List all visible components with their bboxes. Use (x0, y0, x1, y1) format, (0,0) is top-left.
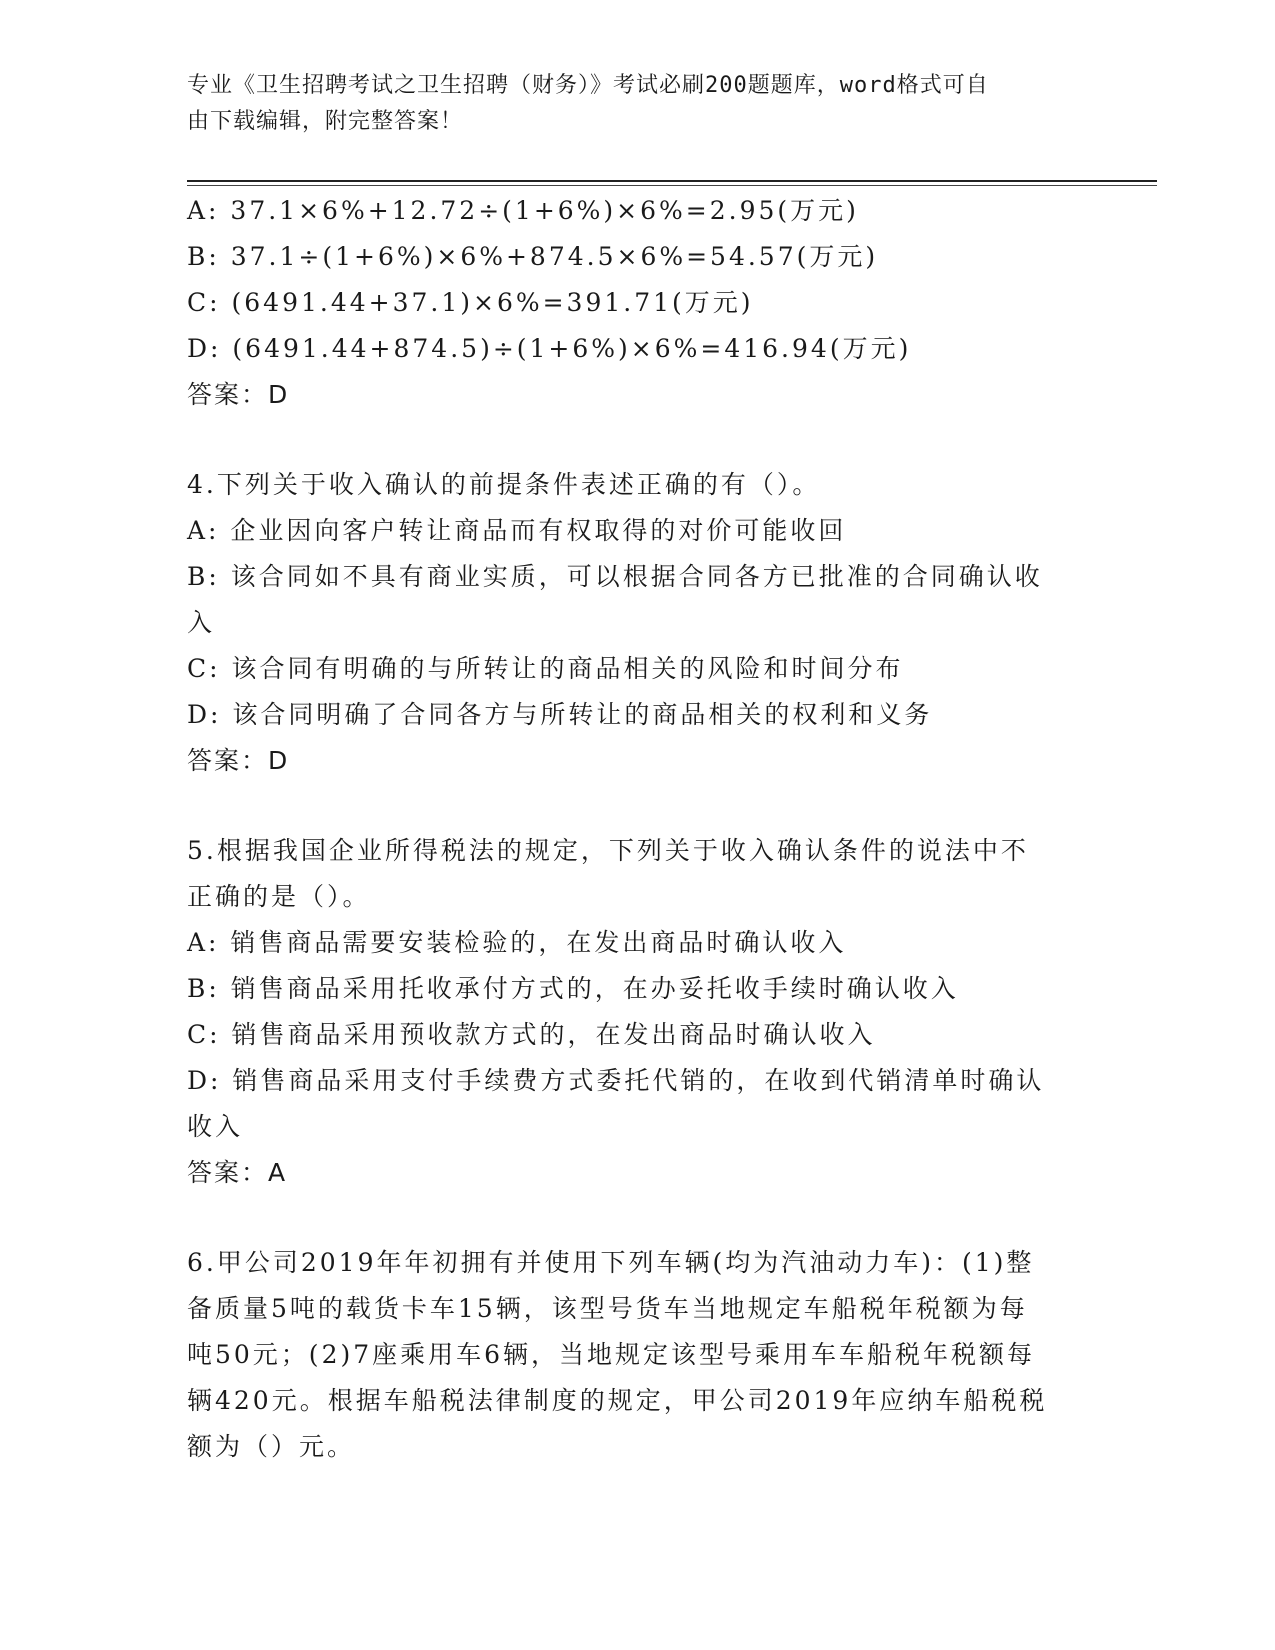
header-line-2: 由下载编辑，附完整答案！ (187, 109, 464, 134)
document-content (187, 188, 1087, 1470)
question-6-block (187, 1240, 1087, 1470)
question-5-block (187, 828, 1087, 1196)
document-header (187, 68, 1067, 140)
q4-question: 4.下列关于收入确认的前提条件表述正确的有（）。 (187, 470, 821, 499)
document-page (187, 68, 1162, 1470)
q4-option-b-line-2: 入 (187, 608, 216, 637)
q5-option-b: B: 销售商品采用托收承付方式的，在办妥托收手续时确认收入 (187, 974, 959, 1003)
q5-option-d-line-1: D: 销售商品采用支付手续费方式委托代销的，在收到代销清单时确认 (187, 1066, 1045, 1095)
question-3-block (187, 188, 1087, 418)
q6-question-line-4: 辆420元。根据车船税法律制度的规定，甲公司2019年应纳车船税税 (187, 1386, 1048, 1415)
q3-option-a: A: 37.1×6%+12.72÷(1+6%)×6%=2.95(万元) (187, 196, 859, 225)
q3-answer: 答案：D (187, 380, 290, 409)
q3-option-c: C: (6491.44+37.1)×6%=391.71(万元) (187, 288, 754, 317)
header-rule-thin (187, 185, 1157, 186)
header-line-1: 专业《卫生招聘考试之卫生招聘（财务）》考试必刷200题题库，word格式可自 (187, 73, 989, 98)
q4-option-b-line-1: B: 该合同如不具有商业实质，可以根据合同各方已批准的合同确认收 (187, 562, 1043, 591)
q4-option-c: C: 该合同有明确的与所转让的商品相关的风险和时间分布 (187, 654, 904, 683)
q6-question-line-2: 备质量5吨的载货卡车15辆，该型号货车当地规定车船税年税额为每 (187, 1294, 1028, 1323)
q4-option-a: A: 企业因向客户转让商品而有权取得的对价可能收回 (187, 516, 847, 545)
q6-question-line-1: 6.甲公司2019年年初拥有并使用下列车辆(均为汽油动力车)：(1)整 (187, 1248, 1035, 1277)
question-4-block (187, 462, 1087, 784)
q5-question-line-1: 5.根据我国企业所得税法的规定，下列关于收入确认条件的说法中不 (187, 836, 1029, 865)
q5-option-a: A: 销售商品需要安装检验的，在发出商品时确认收入 (187, 928, 847, 957)
q3-option-b: B: 37.1÷(1+6%)×6%+874.5×6%=54.57(万元) (187, 242, 879, 271)
q6-question-line-5: 额为（）元。 (187, 1432, 356, 1461)
header-rule-thick (187, 180, 1157, 182)
q5-question-line-2: 正确的是（）。 (187, 882, 371, 911)
q6-question-line-3: 吨50元；(2)7座乘用车6辆，当地规定该型号乘用车车船税年税额每 (187, 1340, 1036, 1369)
q3-option-d: D: (6491.44+874.5)÷(1+6%)×6%=416.94(万元) (187, 334, 912, 363)
q5-option-c: C: 销售商品采用预收款方式的，在发出商品时确认收入 (187, 1020, 876, 1049)
q4-answer: 答案：D (187, 746, 290, 775)
q5-option-d-line-2: 收入 (187, 1112, 244, 1141)
q5-answer: 答案：A (187, 1158, 288, 1187)
q4-option-d: D: 该合同明确了合同各方与所转让的商品相关的权利和义务 (187, 700, 933, 729)
